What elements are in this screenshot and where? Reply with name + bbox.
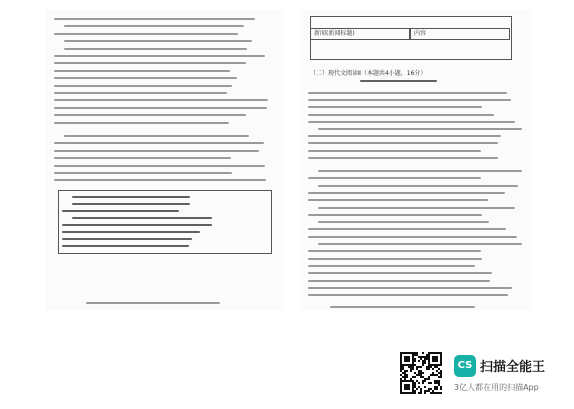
text-line [308,99,511,101]
text-line [308,135,501,137]
text-line [318,170,522,172]
text-line [308,236,517,238]
text-line [54,18,255,20]
text-line [308,250,481,252]
text-line [308,272,492,274]
text-line [54,55,265,57]
camscanner-logo: CS [454,355,476,377]
text-line [308,106,482,108]
left-page [46,10,284,310]
text-line [308,199,488,201]
text-line [62,210,179,212]
text-line [318,243,522,245]
text-line [308,150,481,152]
text-line [54,165,265,167]
text-line [318,221,489,223]
text-line [72,196,190,198]
text-line [308,142,498,144]
text-line [64,40,252,42]
text-line [64,25,244,27]
text-line [64,48,247,50]
text-line [360,80,437,82]
text-line [318,185,518,187]
text-line [64,135,249,137]
text-line [308,192,505,194]
text-line [72,217,212,219]
text-line [308,114,494,116]
text-line [308,157,498,159]
text-line [308,294,508,296]
text-line [308,265,475,267]
text-line [54,92,227,94]
text-line [54,150,259,152]
text-line [308,228,506,230]
text-line [72,203,190,205]
app-tagline: 3亿人都在用的扫描App [454,383,539,392]
right-section-heading: （二）现代文阅读Ⅱ（本题共4小题，16分） [310,70,427,77]
table-header-left: 新闻(新闻标题) [310,28,410,40]
text-line [308,280,490,282]
text-line [330,306,475,308]
text-line [54,85,232,87]
text-line [54,122,229,124]
text-line [54,172,232,174]
text-line [318,207,515,209]
text-line [308,177,481,179]
text-line [62,231,200,233]
text-line [62,245,189,247]
text-line [308,92,507,94]
qr-code-icon [400,352,442,394]
text-line [54,107,267,109]
text-line [54,179,266,181]
text-line [62,224,212,226]
text-line [86,302,220,304]
text-line [54,142,264,144]
text-line [54,99,268,101]
text-line [54,70,230,72]
app-name: 扫描全能王 [480,360,546,375]
text-line [54,77,237,79]
text-line [54,157,231,159]
table-header-right: 内容 [410,28,510,40]
text-line [308,258,482,260]
text-line [62,238,192,240]
text-line [308,214,482,216]
text-line [54,33,238,35]
text-line [318,128,522,130]
text-line [308,121,515,123]
text-line [308,287,512,289]
right-page [300,10,532,310]
text-line [54,114,246,116]
text-line [54,62,246,64]
